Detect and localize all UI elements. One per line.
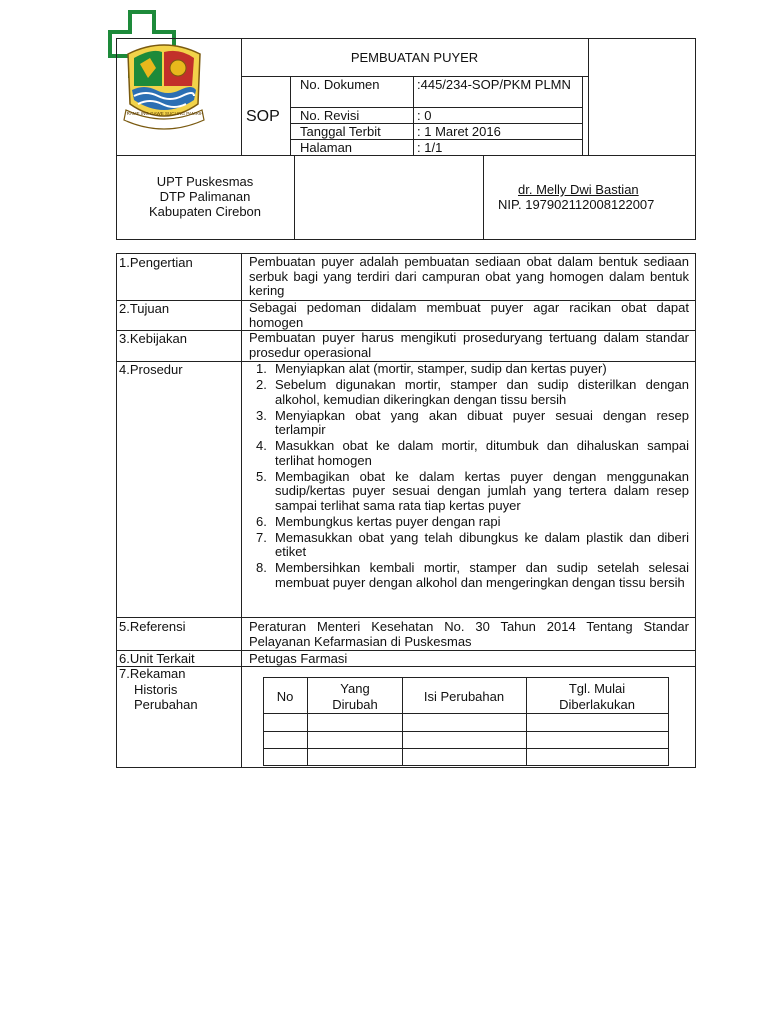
revision-value: : 0 [417, 108, 432, 123]
prosedur-step [249, 409, 689, 438]
step-number: 7. [256, 529, 267, 545]
step-number: 6. [256, 513, 267, 529]
doc-number-value: :445/234-SOP/PKM PLMN [417, 77, 571, 92]
history-col-changed: Yang Dirubah [332, 681, 378, 712]
prosedur-step [249, 470, 689, 514]
step-number: 4. [256, 438, 267, 453]
rekaman-label-line-1: 7.Rekaman [119, 666, 186, 681]
issue-date-label: Tanggal Terbit [300, 124, 381, 139]
step-text: Menyiapkan obat yang akan dibuat puyer sesuai dengan resep terlampir [275, 407, 689, 437]
step-number: 3. [256, 407, 267, 423]
prosedur-step [249, 362, 689, 377]
institution-line-3: Kabupaten Cirebon [148, 204, 262, 219]
step-text: Menyiapkan alat (mortir, stamper, sudip dan kertas puyer) [275, 361, 607, 376]
section-label-unit-terkait: 6.Unit Terkait [119, 651, 195, 666]
pengertian-text: Pembuatan puyer adalah pembuatan sediaan obat dalam bentuk sediaan serbuk bagi yang terdiri dari campuran obat yang homogen dalam bentuk kering [249, 254, 689, 298]
section-label-tujuan: 2.Tujuan [119, 301, 170, 316]
sop-label: SOP [246, 108, 280, 125]
tujuan-text: Sebagai pedoman didalam membuat puyer agar racikan obat dapat homogen [249, 300, 689, 330]
kebijakan-text: Pembuatan puyer harus mengikuti proseduryang tertuang dalam standar prosedur operasional [249, 330, 689, 360]
section-label-rekaman [119, 666, 198, 713]
history-col-effective-date: Tgl. Mulai Diberlakukan [559, 681, 635, 712]
section-label-pengertian: 1.Pengertian [119, 255, 193, 270]
rekaman-label-line-2: Historis [134, 681, 178, 697]
logo-emblem-icon [104, 8, 212, 148]
issue-date-value: : 1 Maret 2016 [417, 124, 501, 139]
prosedur-step [249, 515, 689, 530]
step-text: Membersihkan kembali mortir, stamper dan sudip setelah selesai membuat puyer dengan alkohol dan mengeringkan dengan tissu bersih [275, 560, 689, 590]
page-value: : 1/1 [417, 140, 443, 155]
step-text: Sebelum digunakan mortir, stamper dan sudip disterilkan dengan alkohol, kemudian dikeringkan dengan tissu bersih [275, 377, 689, 407]
prosedur-step [249, 378, 689, 407]
step-text: Masukkan obat ke dalam mortir, ditumbuk dan dihaluskan sampai terlihat homogen [275, 438, 689, 468]
signatory-name: dr. Melly Dwi Bastian [518, 182, 639, 197]
document-title: PEMBUATAN PUYER [350, 50, 479, 65]
puskesmas-logo [104, 8, 212, 148]
history-col-no: No [276, 689, 294, 704]
prosedur-step [249, 561, 689, 590]
section-label-referensi: 5.Referensi [119, 619, 186, 634]
signatory-nip: NIP. 197902112008122007 [498, 197, 655, 212]
logo-motto: RAME ING GAWE SUCI ING PAMRIH [126, 111, 204, 116]
prosedur-steps [249, 362, 689, 592]
page-label: Halaman [300, 140, 353, 155]
unit-terkait-text: Petugas Farmasi [249, 651, 348, 666]
prosedur-step [249, 531, 689, 560]
institution-name [116, 174, 294, 219]
section-label-prosedur: 4.Prosedur [119, 362, 183, 377]
step-number: 8. [256, 560, 267, 575]
step-text: Memasukkan obat yang telah dibungkus ke dalam plastik dan diberi etiket [275, 529, 689, 559]
rekaman-label-line-3: Perubahan [134, 697, 198, 712]
step-number: 2. [256, 377, 267, 392]
prosedur-step [249, 439, 689, 468]
revision-label: No. Revisi [300, 108, 360, 123]
section-label-kebijakan: 3.Kebijakan [119, 331, 187, 346]
step-text: Membagikan obat ke dalam kertas puyer dengan menggunakan sudip/kertas puyer sesuai dengan jumlah yang tertera dalam resep sampai terlihat sama rata tiap kertas puyer [275, 468, 689, 513]
institution-line-1: UPT Puskesmas [156, 174, 254, 189]
institution-line-2: DTP Palimanan [159, 189, 251, 204]
doc-number-label: No. Dokumen [300, 77, 380, 92]
step-number: 1. [256, 361, 267, 376]
step-number: 5. [256, 468, 267, 484]
step-text: Membungkus kertas puyer dengan rapi [275, 513, 501, 529]
history-col-content: Isi Perubahan [423, 689, 505, 704]
referensi-text: Peraturan Menteri Kesehatan No. 30 Tahun 2014 Tentang Standar Pelayanan Kefarmasian di Puskesmas [249, 619, 689, 649]
